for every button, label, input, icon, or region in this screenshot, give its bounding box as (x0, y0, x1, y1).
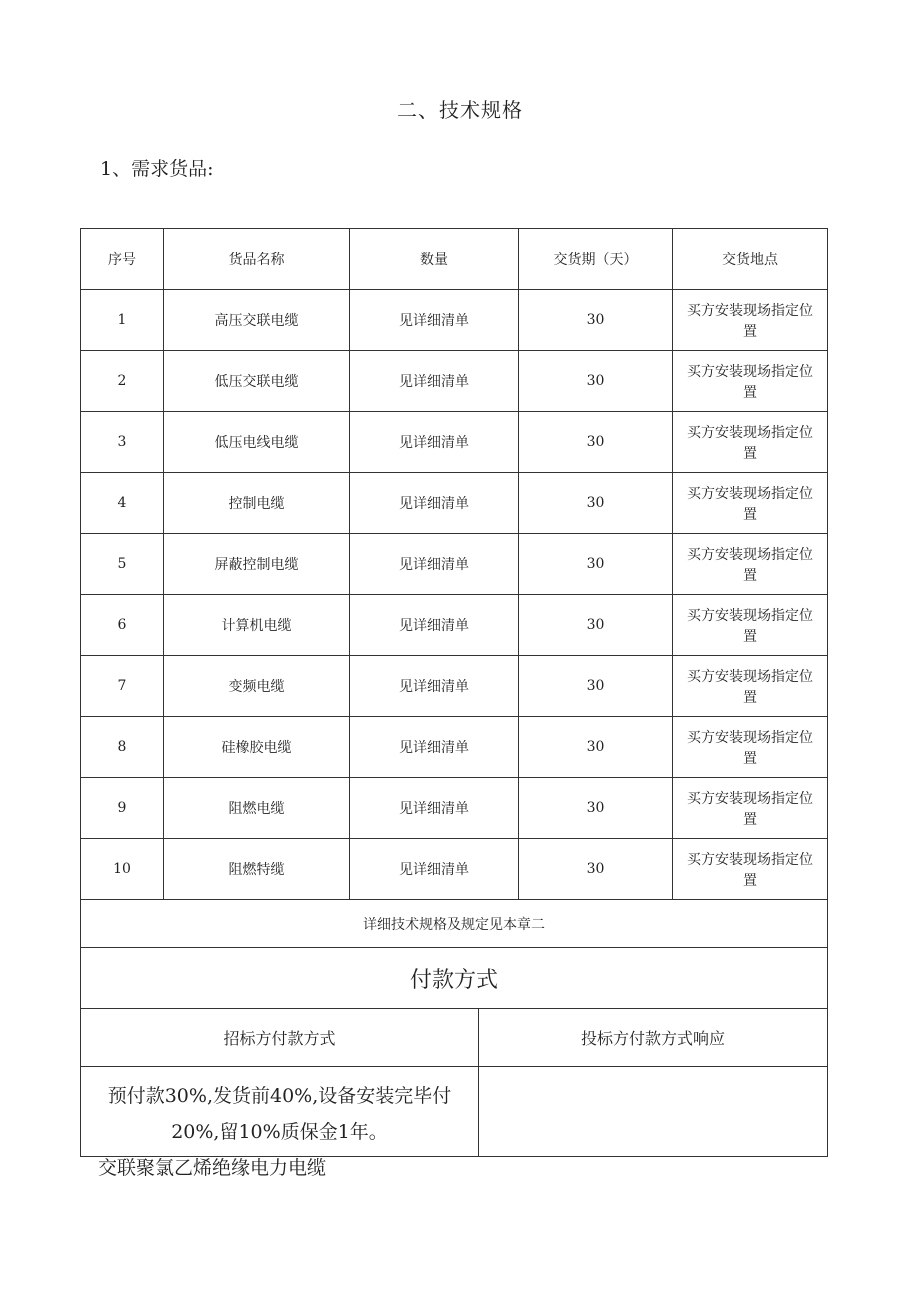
table-row (81, 412, 828, 473)
row-days: 30 (519, 717, 673, 778)
row-location (673, 351, 828, 412)
table-row (81, 778, 828, 839)
payment-terms-line2: 20%,留10%质保金1年。 (171, 1120, 388, 1143)
header-days: 交货期（天） (519, 229, 673, 290)
location-line2: 置 (743, 812, 757, 828)
row-location (673, 778, 828, 839)
row-name: 硅橡胶电缆 (164, 717, 350, 778)
location-line2: 置 (743, 324, 757, 340)
location-line1: 买方安装现场指定位 (687, 547, 813, 563)
location-line1: 买方安装现场指定位 (687, 486, 813, 502)
header-location: 交货地点 (673, 229, 828, 290)
location-line1: 买方安装现场指定位 (687, 608, 813, 624)
row-location (673, 412, 828, 473)
row-days: 30 (519, 656, 673, 717)
payment-table (80, 947, 828, 1157)
row-days: 30 (519, 534, 673, 595)
header-qty: 数量 (350, 229, 519, 290)
bidder-payment-response[interactable] (479, 1067, 828, 1157)
row-no: 5 (81, 534, 164, 595)
section-label: 1、需求货品: (100, 158, 214, 180)
location-line1: 买方安装现场指定位 (687, 852, 813, 868)
footer-text: 交联聚氯乙烯绝缘电力电缆 (98, 1157, 327, 1179)
row-name: 阻燃特缆 (164, 839, 350, 900)
location-line1: 买方安装现场指定位 (687, 730, 813, 746)
row-no: 6 (81, 595, 164, 656)
note-row (81, 900, 828, 948)
row-qty: 见详细清单 (350, 473, 519, 534)
row-days: 30 (519, 473, 673, 534)
row-no: 4 (81, 473, 164, 534)
tenderer-payment-terms (81, 1067, 479, 1157)
location-line2: 置 (743, 385, 757, 401)
header-name: 货品名称 (164, 229, 350, 290)
table-row (81, 839, 828, 900)
row-days: 30 (519, 412, 673, 473)
row-name: 计算机电缆 (164, 595, 350, 656)
payment-title: 付款方式 (81, 948, 828, 1009)
row-name: 高压交联电缆 (164, 290, 350, 351)
payment-terms-line1: 预付款30%,发货前40%,设备安装完毕付 (107, 1084, 452, 1107)
table-row (81, 473, 828, 534)
row-qty: 见详细清单 (350, 656, 519, 717)
table-row (81, 534, 828, 595)
location-line2: 置 (743, 751, 757, 767)
table-row (81, 717, 828, 778)
row-location (673, 839, 828, 900)
location-line1: 买方安装现场指定位 (687, 791, 813, 807)
row-qty: 见详细清单 (350, 412, 519, 473)
row-qty: 见详细清单 (350, 290, 519, 351)
row-no: 8 (81, 717, 164, 778)
row-location (673, 473, 828, 534)
row-name: 变频电缆 (164, 656, 350, 717)
row-no: 7 (81, 656, 164, 717)
spec-note: 详细技术规格及规定见本章二 (81, 900, 828, 948)
row-name: 低压电线电缆 (164, 412, 350, 473)
goods-table (80, 228, 828, 948)
row-days: 30 (519, 290, 673, 351)
row-qty: 见详细清单 (350, 717, 519, 778)
row-days: 30 (519, 778, 673, 839)
row-location (673, 717, 828, 778)
row-location (673, 656, 828, 717)
row-name: 屏蔽控制电缆 (164, 534, 350, 595)
row-location (673, 534, 828, 595)
bidder-payment-header: 投标方付款方式响应 (479, 1009, 828, 1067)
table-row (81, 595, 828, 656)
row-no: 9 (81, 778, 164, 839)
row-no: 1 (81, 290, 164, 351)
row-qty: 见详细清单 (350, 595, 519, 656)
row-days: 30 (519, 351, 673, 412)
row-name: 低压交联电缆 (164, 351, 350, 412)
location-line2: 置 (743, 690, 757, 706)
location-line2: 置 (743, 446, 757, 462)
table-row (81, 656, 828, 717)
row-no: 3 (81, 412, 164, 473)
table-header-row (81, 229, 828, 290)
page-title: 二、技术规格 (397, 98, 523, 122)
location-line2: 置 (743, 873, 757, 889)
location-line2: 置 (743, 568, 757, 584)
row-no: 2 (81, 351, 164, 412)
row-location (673, 595, 828, 656)
row-name: 控制电缆 (164, 473, 350, 534)
table-row (81, 351, 828, 412)
row-days: 30 (519, 839, 673, 900)
location-line1: 买方安装现场指定位 (687, 425, 813, 441)
row-location (673, 290, 828, 351)
location-line1: 买方安装现场指定位 (687, 364, 813, 380)
location-line2: 置 (743, 629, 757, 645)
row-days: 30 (519, 595, 673, 656)
location-line1: 买方安装现场指定位 (687, 669, 813, 685)
row-name: 阻燃电缆 (164, 778, 350, 839)
table-row (81, 290, 828, 351)
row-qty: 见详细清单 (350, 534, 519, 595)
row-no: 10 (81, 839, 164, 900)
location-line2: 置 (743, 507, 757, 523)
location-line1: 买方安装现场指定位 (687, 303, 813, 319)
header-no: 序号 (81, 229, 164, 290)
row-qty: 见详细清单 (350, 839, 519, 900)
tenderer-payment-header: 招标方付款方式 (81, 1009, 479, 1067)
row-qty: 见详细清单 (350, 351, 519, 412)
row-qty: 见详细清单 (350, 778, 519, 839)
